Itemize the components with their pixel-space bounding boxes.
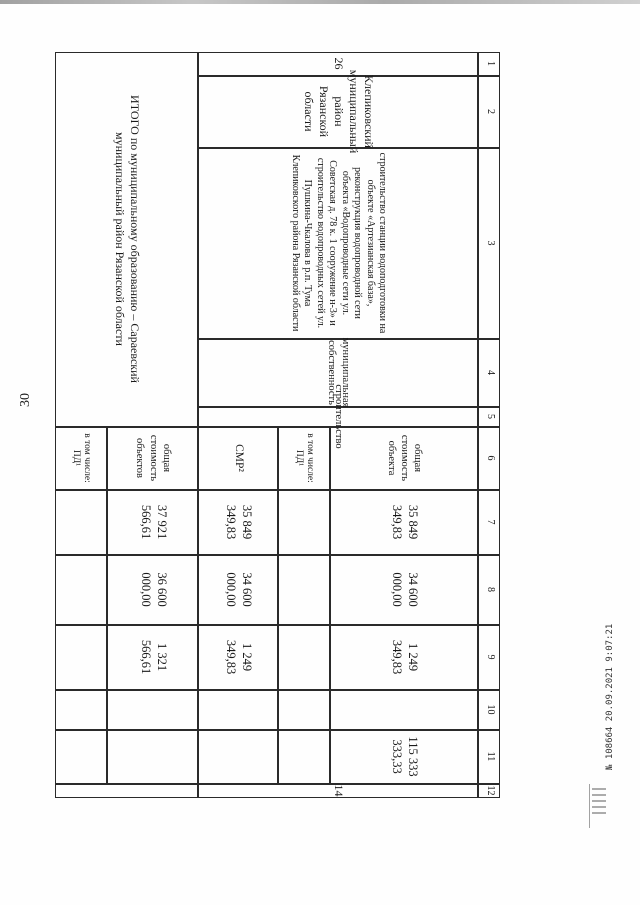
total-c7-pd xyxy=(56,490,108,555)
work-type: строительство xyxy=(199,407,479,427)
col-number-7: 7 xyxy=(479,490,501,555)
district-name: Клепиковский муниципальный район Рязанской области xyxy=(199,76,479,148)
total-c11 xyxy=(108,730,199,784)
registry-seal-mark xyxy=(589,784,612,828)
col-number-9: 9 xyxy=(479,625,501,690)
total-c9-pd xyxy=(56,625,108,690)
c8-total: 34 600 000,00 xyxy=(331,555,479,625)
page-number: 30 xyxy=(18,393,33,407)
registration-stamp: № 108664 20.09.2021 9:07:21 xyxy=(605,623,615,770)
scan-edge xyxy=(0,0,640,4)
c11-smr xyxy=(199,730,279,784)
c12-value: 14 xyxy=(199,784,479,798)
total-c12 xyxy=(56,784,199,798)
col-number-2: 2 xyxy=(479,76,501,148)
c8-pd xyxy=(279,555,331,625)
total-c8: 36 600 000,00 xyxy=(108,555,199,625)
total-c7: 37 921 566,61 xyxy=(108,490,199,555)
col-number-11: 11 xyxy=(479,730,501,784)
col-number-8: 8 xyxy=(479,555,501,625)
col-number-3: 3 xyxy=(479,148,501,339)
cost-label: общая стоимость объекта xyxy=(331,427,479,490)
c10-pd xyxy=(279,690,331,730)
total-c11-pd xyxy=(56,730,108,784)
smr-label: СМР² xyxy=(199,427,279,490)
total-pd-label: в том числе: ПД¹ xyxy=(56,427,108,490)
c10-smr xyxy=(199,690,279,730)
c10-total xyxy=(331,690,479,730)
col-number-4: 4 xyxy=(479,339,501,407)
c9-smr: 1 249 349,83 xyxy=(199,625,279,690)
total-c10-pd xyxy=(56,690,108,730)
total-label: ИТОГО по муниципальному образованию – Сараевский муниципальный район Рязанской области xyxy=(56,52,199,427)
c9-total: 1 249 349,83 xyxy=(331,625,479,690)
total-c8-pd xyxy=(56,555,108,625)
c7-smr: 35 849 349,83 xyxy=(199,490,279,555)
col-number-5: 5 xyxy=(479,407,501,427)
c9-pd xyxy=(279,625,331,690)
total-c9: 1 321 566,61 xyxy=(108,625,199,690)
row-number: 26 xyxy=(199,52,479,76)
ownership-type: муниципальная собственность xyxy=(199,339,479,407)
col-number-10: 10 xyxy=(479,690,501,730)
c8-smr: 34 600 000,00 xyxy=(199,555,279,625)
object-description: строительство станции водоподготовки на объекте «Артезианская база», реконструкция водопроводной сети объекта «Водопроводные сети ул. Советская д. 78 к. 1 сооружение н-3» и строительство водопроводных сетей ул. Пушкина-Чкалова в р.п. Тума Клепиковского района Рязанской области xyxy=(199,148,479,339)
col-number-6: 6 xyxy=(479,427,501,490)
c7-pd xyxy=(279,490,331,555)
total-cost-label: общая стоимость объектов xyxy=(108,427,199,490)
c11-total: 115 333 333,33 xyxy=(331,730,479,784)
c7-total: 35 849 349,83 xyxy=(331,490,479,555)
c11-pd xyxy=(279,730,331,784)
rotated-table xyxy=(50,52,500,797)
col-number-1: 1 xyxy=(479,52,501,76)
total-c10 xyxy=(108,690,199,730)
pd-label: в том числе: ПД¹ xyxy=(279,427,331,490)
col-number-12: 12 xyxy=(479,784,501,798)
